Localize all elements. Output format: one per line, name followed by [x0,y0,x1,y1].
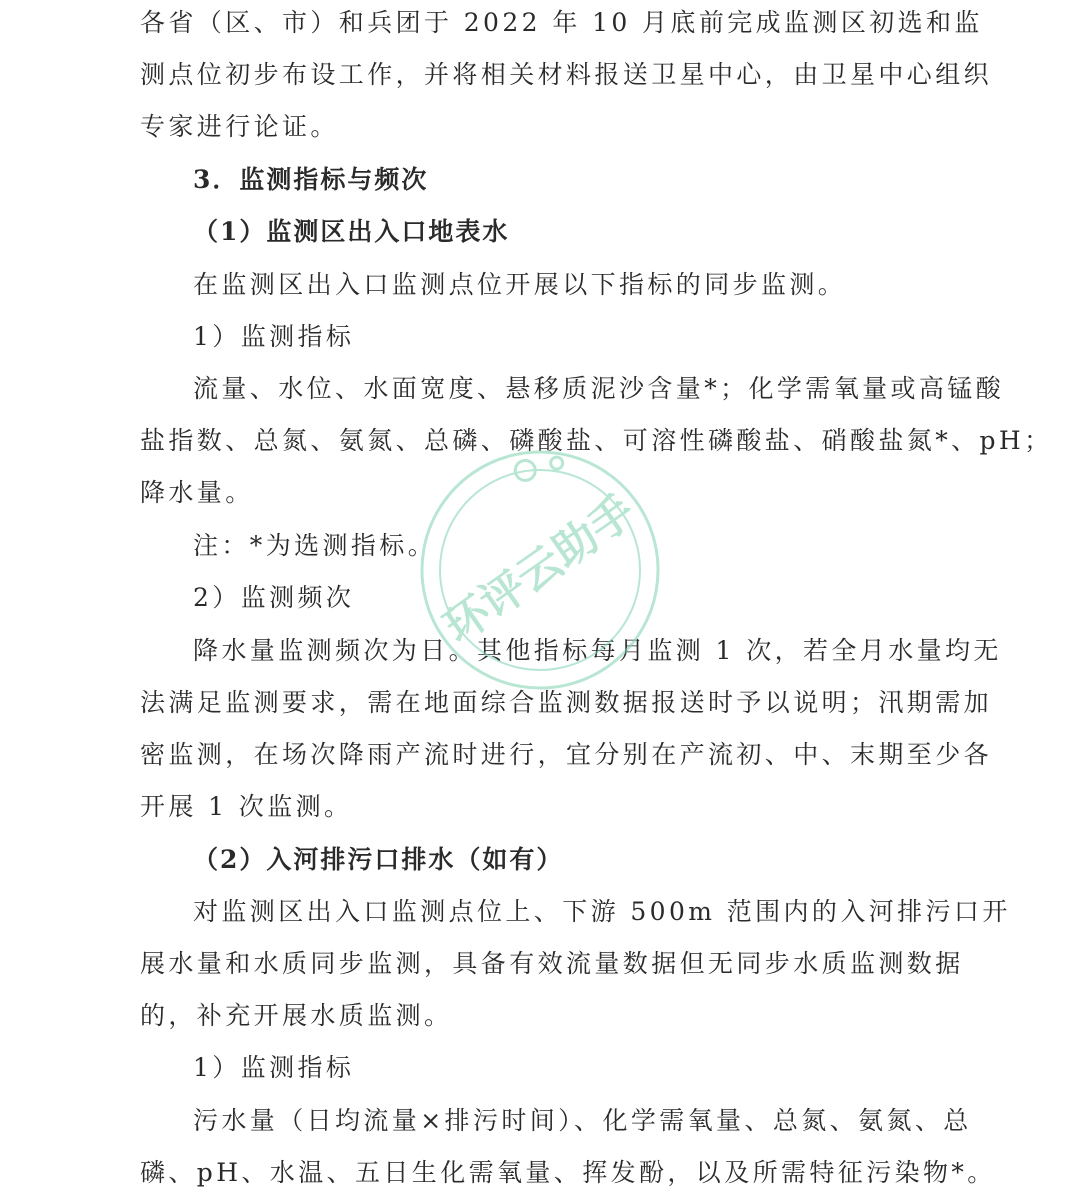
paragraph-line: 专家进行论证。 [140,112,339,141]
subsection-heading: （1）监测区出入口地表水 [193,217,510,246]
paragraph-line: 密监测，在场次降雨产流时进行，宜分别在产流初、中、末期至少各 [140,740,993,769]
section-heading: 3．监测指标与频次 [193,165,429,194]
paragraph-line: 在监测区出入口监测点位开展以下指标的同步监测。 [193,270,847,299]
paragraph-line: 对监测区出入口监测点位上、下游 500m 范围内的入河排污口开 [193,897,1011,926]
paragraph-line: 污水量（日均流量×排污时间）、化学需氧量、总氮、氨氮、总 [193,1106,972,1135]
item-heading: 1）监测指标 [193,1053,355,1082]
paragraph-line: 法满足监测要求，需在地面综合监测数据报送时予以说明；汛期需加 [140,688,993,717]
paragraph-line: 各省（区、市）和兵团于 2022 年 10 月底前完成监测区初选和监 [140,8,983,37]
paragraph-line: 开展 1 次监测。 [140,792,353,821]
paragraph-line: 降水量。 [140,478,254,507]
item-heading: 1）监测指标 [193,322,355,351]
paragraph-line: 流量、水位、水面宽度、悬移质泥沙含量*；化学需氧量或高锰酸 [193,374,1005,403]
paragraph-line: 展水量和水质同步监测，具备有效流量数据但无同步水质监测数据 [140,949,964,978]
paragraph-line: 降水量监测频次为日。其他指标每月监测 1 次，若全月水量均无 [193,636,1002,665]
note-line: 注：*为选测指标。 [193,531,437,560]
item-heading: 2）监测频次 [193,583,355,612]
paragraph-line: 盐指数、总氮、氨氮、总磷、磷酸盐、可溶性磷酸盐、硝酸盐氮*、pH； [140,426,1053,455]
paragraph-line: 测点位初步布设工作，并将相关材料报送卫星中心，由卫星中心组织 [140,60,993,89]
paragraph-line: 磷、pH、水温、五日生化需氧量、挥发酚，以及所需特征污染物*。 [140,1158,996,1187]
subsection-heading: （2）入河排污口排水（如有） [193,845,564,874]
watermark-text: 环评云助手 [434,485,645,654]
paragraph-line: 的，补充开展水质监测。 [140,1001,453,1030]
